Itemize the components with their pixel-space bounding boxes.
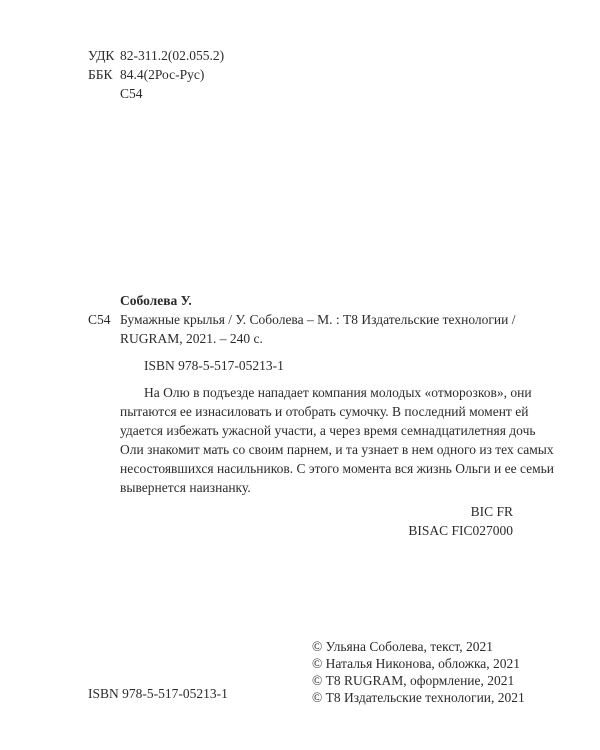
bisac-code: BISAC FIC027000 bbox=[408, 523, 513, 538]
bibliographic-line: Бумажные крылья / У. Соболева – М. : Т8 Издательские технологии / bbox=[120, 312, 516, 327]
author-mark-top: С54 bbox=[120, 86, 143, 101]
author-heading: Соболева У. bbox=[120, 293, 192, 308]
annotation-line: Оли знакомит мать со своим парнем, и та узнает в нем одного из тех самых bbox=[120, 442, 554, 457]
copyright-line: © Наталья Никонова, обложка, 2021 bbox=[312, 656, 521, 671]
annotation-line: удается избежать ужасной участи, а через время семнадцатилетняя дочь bbox=[120, 423, 536, 438]
record-isbn: ISBN 978-5-517-05213-1 bbox=[144, 358, 284, 373]
udk-label: УДК bbox=[88, 48, 115, 63]
bic-code: BIC FR bbox=[470, 504, 513, 519]
annotation-line: пытаются ее изнасиловать и отобрать сумочку. В последний момент ей bbox=[120, 404, 529, 419]
annotation-line: несостоявшихся насильников. С этого момента вся жизнь Ольги и ее семьи bbox=[120, 461, 555, 476]
copyright-line: © Т8 RUGRAM, оформление, 2021 bbox=[312, 673, 515, 688]
annotation-line: На Олю в подъезде нападает компания молодых «отморозков», они bbox=[144, 385, 532, 400]
author-mark: С54 bbox=[88, 312, 111, 327]
copyright-line: © Ульяна Соболева, текст, 2021 bbox=[312, 639, 493, 654]
bbk-value: 84.4(2Рос-Рус) bbox=[120, 67, 205, 82]
copyright-line: © Т8 Издательские технологии, 2021 bbox=[312, 690, 525, 705]
bibliographic-line: RUGRAM, 2021. – 240 с. bbox=[120, 331, 263, 346]
footer-isbn: ISBN 978-5-517-05213-1 bbox=[88, 686, 228, 701]
udk-value: 82-311.2(02.055.2) bbox=[120, 48, 225, 63]
bbk-label: ББК bbox=[88, 67, 113, 82]
annotation-line: вывернется наизнанку. bbox=[120, 480, 251, 495]
